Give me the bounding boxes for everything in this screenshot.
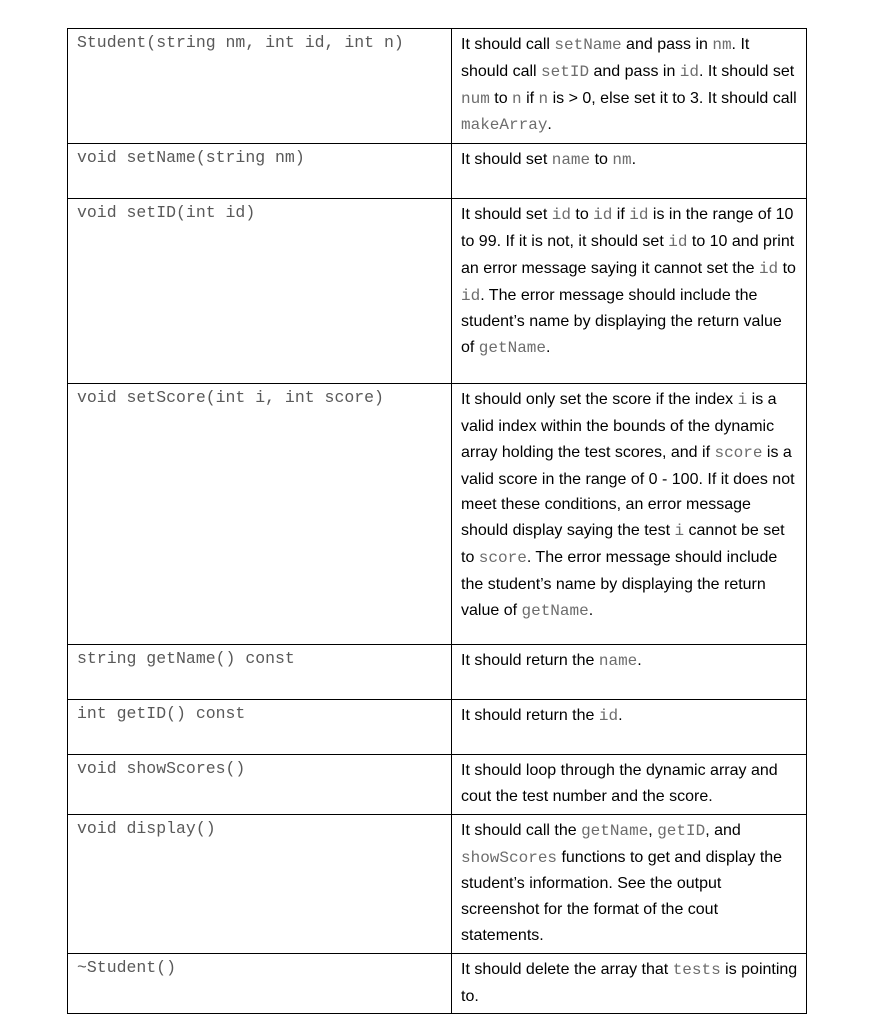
description-text: is a valid index within the bounds of the dynamic array holding the test scores, and if: [461, 391, 777, 461]
description-text: is > 0, else set it to 3. It should call: [548, 89, 797, 107]
table-row: [68, 755, 807, 815]
inline-code: tests: [672, 960, 721, 979]
description-text: to: [489, 89, 513, 107]
description-text: ,: [648, 821, 658, 839]
inline-code: setID: [541, 62, 590, 81]
description-text: It should return the: [461, 652, 599, 670]
function-description: [452, 814, 807, 953]
description-text: to: [778, 259, 796, 277]
description-text: .: [588, 601, 594, 619]
table-row: [68, 953, 807, 1014]
description-text: is a valid score in the range of 0 - 100. If it does not meet these conditions, an error message should display saying the test: [461, 443, 795, 540]
description-text: It should loop through the dynamic array and cout the test number and the score.: [461, 762, 778, 805]
inline-code: name: [551, 151, 591, 170]
function-signature: void setScore(int i, int score): [68, 384, 452, 645]
description-text: . The error message should include the student’s name by displaying the return value of: [461, 548, 778, 619]
inline-code: id: [679, 62, 699, 81]
description-text: .: [637, 652, 642, 670]
inline-code: n: [538, 89, 549, 108]
function-description: [452, 645, 807, 700]
description-text: It should delete the array that: [461, 960, 673, 978]
description-text: to: [570, 206, 594, 224]
description-text: if: [521, 89, 539, 107]
function-description: [452, 29, 807, 144]
inline-code: score: [714, 443, 763, 462]
description-text: to 10 and print an error message saying it cannot set the: [461, 232, 795, 277]
function-spec-table-body: [68, 29, 807, 1014]
function-description: [452, 144, 807, 199]
inline-code: nm: [712, 36, 732, 54]
description-text: functions to get and display the student’s information. See the output screenshot for the format of the cout statements.: [461, 848, 783, 944]
inline-code: id: [758, 259, 779, 278]
table-row: [68, 814, 807, 953]
description-text: It should only set the score if the index: [461, 391, 738, 409]
function-signature: void setID(int id): [68, 199, 452, 384]
function-signature: string getName() const: [68, 645, 452, 700]
description-text: to: [590, 151, 613, 169]
inline-code: setName: [554, 36, 622, 54]
inline-code: id: [551, 206, 571, 225]
description-text: and pass in: [621, 36, 713, 53]
function-signature: Student(string nm, int id, int n): [68, 29, 452, 144]
description-text: , and: [705, 821, 741, 839]
description-text: . It should call: [461, 36, 750, 80]
function-signature: void setName(string nm): [68, 144, 452, 199]
description-text: is in the range of 10 to 99. If it is not, it should set: [461, 206, 794, 250]
table-row: [68, 199, 807, 384]
description-text: .: [546, 339, 551, 357]
inline-code: score: [478, 548, 527, 567]
inline-code: id: [598, 707, 619, 726]
description-text: It should set: [461, 151, 552, 169]
description-text: .: [547, 116, 552, 134]
inline-code: name: [598, 652, 638, 671]
function-description: [452, 953, 807, 1014]
description-text: is pointing to.: [461, 960, 798, 1005]
function-signature: void showScores(): [68, 755, 452, 815]
inline-code: id: [593, 206, 613, 225]
description-text: It should call: [461, 36, 555, 53]
inline-code: i: [737, 391, 748, 410]
inline-code: getName: [478, 339, 547, 358]
description-text: .: [631, 151, 637, 169]
inline-code: id: [629, 206, 649, 225]
description-text: and pass in: [589, 62, 680, 80]
description-text: It should set: [461, 206, 552, 224]
function-description: [452, 384, 807, 645]
inline-code: getName: [521, 601, 589, 620]
table-row: [68, 144, 807, 199]
inline-code: getID: [657, 821, 706, 840]
description-text: cannot be set to: [461, 522, 785, 566]
description-text: . The error message should include the student’s name by displaying the return value of: [461, 286, 782, 357]
description-text: if: [612, 206, 630, 224]
function-signature: ~Student(): [68, 953, 452, 1014]
description-text: . It should set: [699, 62, 795, 80]
description-text: It should return the: [461, 707, 599, 725]
inline-code: i: [674, 522, 685, 541]
function-description: [452, 755, 807, 815]
inline-code: nm: [612, 151, 632, 170]
function-description: [452, 199, 807, 384]
inline-code: n: [512, 89, 522, 108]
inline-code: getName: [581, 821, 649, 840]
inline-code: id: [461, 286, 481, 305]
inline-code: makeArray: [461, 116, 548, 135]
table-row: [68, 29, 807, 144]
function-signature: void display(): [68, 814, 452, 953]
inline-code: id: [668, 232, 688, 251]
function-description: [452, 700, 807, 755]
description-text: It should call the: [461, 821, 582, 839]
inline-code: showScores: [461, 848, 558, 867]
function-spec-table: [67, 28, 807, 1014]
function-signature: int getID() const: [68, 700, 452, 755]
table-row: [68, 700, 807, 755]
table-row: [68, 384, 807, 645]
inline-code: num: [461, 89, 490, 108]
table-row: [68, 645, 807, 700]
description-text: .: [618, 707, 623, 725]
